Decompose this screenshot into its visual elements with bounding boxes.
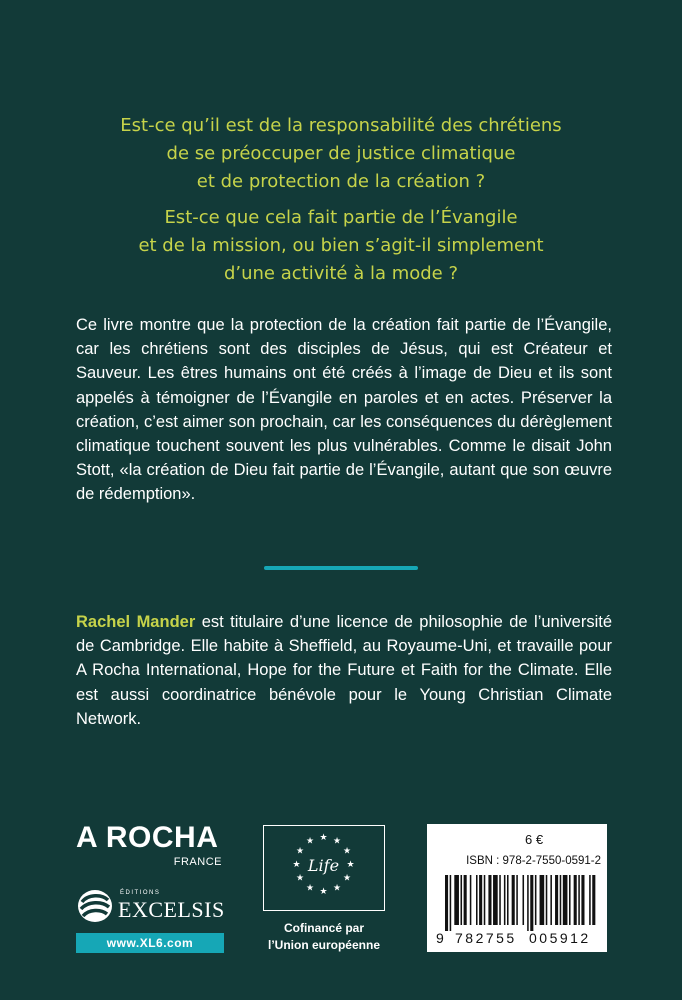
barcode-bar [504, 875, 506, 925]
eu-life-text: Life [307, 856, 340, 875]
barcode-bar [512, 875, 515, 925]
barcode-bar [555, 875, 558, 925]
barcode-bar [484, 875, 486, 925]
svg-text:★: ★ [305, 883, 315, 894]
excelsis-editions: ÉDITIONS [120, 890, 161, 896]
barcode-bar [560, 875, 562, 925]
barcode-bar [507, 875, 509, 925]
eu-caption-line: l’Union européenne [267, 938, 380, 952]
question-line: Est-ce qu’il est de la responsabilité des chrétiens [120, 115, 562, 136]
author-bio [76, 610, 612, 731]
arocha-name: A ROCHA [76, 821, 219, 854]
svg-text:★: ★ [332, 836, 342, 847]
barcode-bar [479, 875, 482, 925]
question-line: et de protection de la création ? [196, 171, 486, 192]
ean-left-digits: 782755 [455, 930, 517, 946]
svg-text:★: ★ [319, 887, 328, 897]
ean-right-digits: 005912 [529, 930, 591, 946]
barcode-bar [589, 875, 591, 925]
barcode-bar [563, 875, 568, 925]
barcode-bar [470, 875, 472, 925]
cover-questions [0, 112, 682, 296]
barcode-bar [592, 875, 595, 925]
excelsis-swirl-icon [76, 888, 114, 924]
eu-stars-icon [264, 826, 383, 909]
author-name: Rachel Mander [76, 613, 196, 631]
barcode-bar [499, 875, 501, 925]
barcode-bar [535, 875, 537, 925]
question-line: de se préoccuper de justice climatique [166, 143, 516, 164]
barcode-bar [493, 875, 498, 925]
barcode-bar [488, 875, 491, 925]
barcode-bar [461, 875, 463, 925]
barcode-bar [450, 875, 452, 931]
question-1 [0, 112, 682, 196]
svg-text:★: ★ [319, 833, 328, 843]
barcode-bar [540, 875, 545, 925]
barcode-bar [574, 875, 577, 925]
barcode-bar [578, 875, 580, 925]
section-divider [264, 566, 418, 570]
eu-caption-line: Cofinancé par [283, 921, 364, 935]
svg-text:★: ★ [332, 883, 342, 894]
barcode-bar [464, 875, 467, 925]
excelsis-logo [76, 886, 226, 926]
barcode-bar [530, 875, 533, 931]
publisher-url: www.XL6.com [76, 933, 224, 953]
price: 6 € [525, 832, 544, 847]
barcode-bar [454, 875, 459, 925]
barcode-bar [476, 875, 478, 925]
excelsis-name: EXCELSIS [118, 897, 225, 922]
svg-text:★: ★ [346, 860, 355, 870]
svg-text:★: ★ [295, 873, 305, 884]
barcode-bar [550, 875, 552, 925]
barcode-bar [516, 875, 518, 925]
ean-first-digit: 9 [436, 930, 447, 946]
question-line: Est-ce que cela fait partie de l’Évangile [164, 207, 518, 228]
barcode-bar [569, 875, 571, 925]
barcode-bar [445, 875, 448, 931]
barcode-bar [581, 875, 584, 925]
eu-life-logo [263, 825, 385, 911]
barcode-bars [435, 875, 599, 933]
arocha-logo [76, 822, 226, 868]
question-2 [0, 204, 682, 288]
eu-caption [244, 920, 404, 954]
barcode-bar [546, 875, 548, 925]
barcode-bar [523, 875, 525, 925]
question-line: et de la mission, ou bien s’agit-il simplement [138, 235, 544, 256]
arocha-country: FRANCE [173, 856, 222, 868]
svg-text:★: ★ [342, 873, 352, 884]
svg-text:★: ★ [342, 846, 352, 857]
question-line: d’une activité à la mode ? [223, 263, 459, 284]
isbn: ISBN : 978-2-7550-0591-2 [466, 855, 601, 867]
barcode-bar [527, 875, 529, 931]
svg-text:★: ★ [292, 860, 301, 870]
author-bio-text: est titulaire d’une licence de philosophie de l’université de Cambridge. Elle habite à Sheffield, au Royaume-Uni, et travaille pour A Rocha International, Hope for the Future et Faith for the Climate. Elle est aussi coordinatrice bénévole pour le Young Christian Climate Network. [76, 613, 612, 728]
book-description: Ce livre montre que la protection de la création fait partie de l’Évangile, car les chrétiens sont des disciples de Jésus, qui est Créateur et Sauveur. Les êtres humains ont été créés à l’image de Dieu et ils sont appelés à témoigner de l’Évangile en paroles et en actes. Préserver la création, c’est aimer son prochain, car les conséquences du dérèglement climatique touchent souvent les plus vulnérables. Comme le disait John Stott, «la création de Dieu fait partie de l’Évangile, autant que son œuvre de rédemption». [76, 316, 612, 504]
svg-text:★: ★ [305, 836, 315, 847]
barcode-box [427, 824, 607, 952]
svg-text:★: ★ [295, 846, 305, 857]
